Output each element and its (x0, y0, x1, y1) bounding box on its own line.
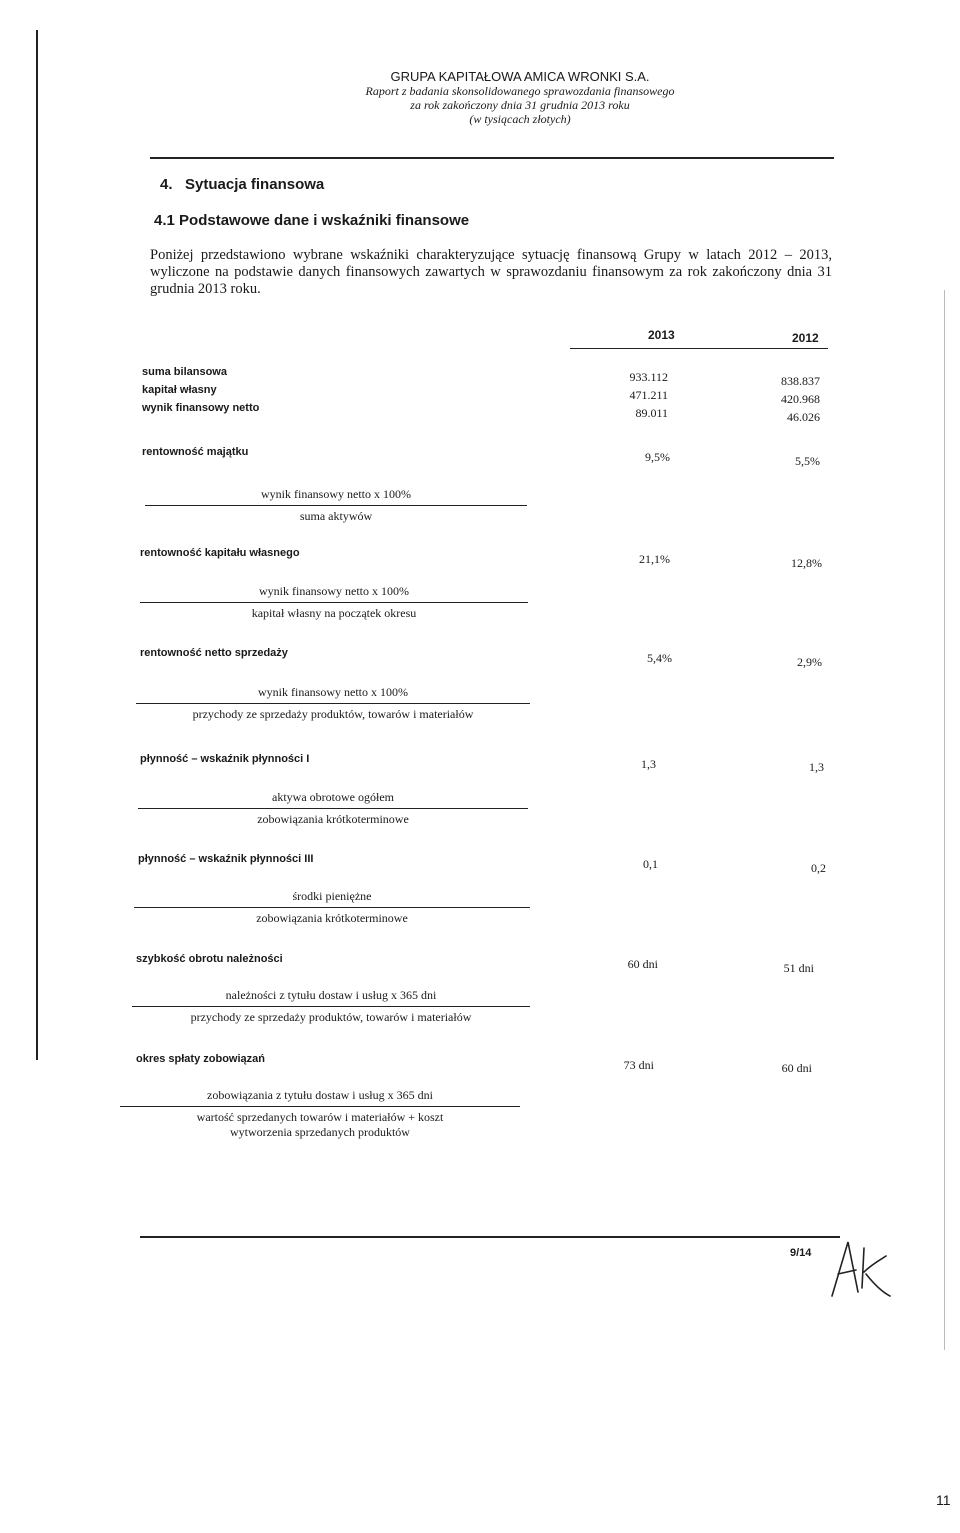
formula-numerator: wynik finansowy netto x 100% (145, 487, 527, 506)
formula-denominator: wartość sprzedanych towarów i materiałów + koszt wytworzenia sprzedanych produktów (196, 1110, 444, 1139)
ratio-2012-rentownosc-majatku: 5,5% (795, 454, 820, 468)
year-header-2013: 2013 (648, 328, 675, 342)
value-2012-suma-bilansowa: 838.837 (781, 374, 820, 388)
ratio-label-rentownosc-majatku: rentowność majątku (142, 446, 249, 458)
value-2012-wynik-finansowy-netto: 46.026 (787, 410, 820, 424)
formula-numerator: aktywa obrotowe ogółem (138, 790, 528, 809)
value-2013-wynik-finansowy-netto: 89.011 (635, 406, 668, 420)
formula-numerator: należności z tytułu dostaw i usług x 365 dni (132, 988, 530, 1007)
ratio-2013-rentownosc-kapitalu-wlasnego: 21,1% (639, 552, 670, 566)
section-number: 4. (160, 176, 173, 193)
subsection-title (154, 212, 469, 229)
subsection-number: 4.1 (154, 212, 175, 229)
year-header-rule (570, 348, 828, 349)
scan-left-edge (36, 30, 38, 1060)
formula-numerator: wynik finansowy netto x 100% (136, 685, 530, 704)
ratio-2012-okres-splaty-zobowiazan: 60 dni (781, 1061, 812, 1075)
company-name: GRUPA KAPITAŁOWA AMICA WRONKI S.A. (390, 69, 650, 84)
formula-numerator: zobowiązania z tytułu dostaw i usług x 365 dni (120, 1088, 520, 1107)
formula-rentownosc-majatku (145, 487, 527, 524)
ratio-2013-szybkosc-obrotu-naleznosci: 60 dni (627, 957, 658, 971)
section-title (160, 176, 324, 193)
value-2012-kapital-wlasny: 420.968 (781, 392, 820, 406)
report-header (300, 70, 740, 126)
formula-szybkosc-obrotu-naleznosci (132, 988, 530, 1025)
ratio-label-plynnosc-i: płynność – wskaźnik płynności I (140, 753, 310, 765)
ratio-label-rentownosc-netto-sprzedazy: rentowność netto sprzedaży (140, 647, 288, 659)
formula-denominator: kapitał własny na początek okresu (251, 606, 417, 620)
formula-numerator: środki pieniężne (134, 889, 530, 908)
value-2013-kapital-wlasny: 471.211 (629, 388, 668, 402)
value-2013-suma-bilansowa: 933.112 (629, 370, 668, 384)
formula-denominator: suma aktywów (299, 509, 373, 523)
ratio-2013-plynnosc-i: 1,3 (641, 757, 656, 771)
outer-page-number: 11 (936, 1492, 951, 1508)
report-units: (w tysiącach złotych) (469, 112, 571, 126)
ratio-label-rentownosc-kapitalu-wlasnego: rentowność kapitału własnego (140, 547, 300, 559)
formula-denominator: przychody ze sprzedaży produktów, towarów i materiałów (190, 1010, 472, 1024)
report-period: za rok zakończony dnia 31 grudnia 2013 roku (410, 98, 630, 112)
auditor-initials-signature (824, 1234, 894, 1309)
ratio-2013-rentownosc-netto-sprzedazy: 5,4% (647, 651, 672, 665)
ratio-label-okres-splaty-zobowiazan: okres spłaty zobowiązań (136, 1053, 265, 1065)
scan-right-edge (944, 290, 945, 1350)
formula-denominator: zobowiązania krótkoterminowe (256, 911, 408, 925)
ratio-2012-plynnosc-i: 1,3 (809, 760, 824, 774)
ratio-2012-plynnosc-iii: 0,2 (811, 861, 826, 875)
ratio-label-plynnosc-iii: płynność – wskaźnik płynności III (138, 853, 314, 865)
ratio-2013-okres-splaty-zobowiazan: 73 dni (623, 1058, 654, 1072)
formula-numerator: wynik finansowy netto x 100% (140, 584, 528, 603)
ratio-label-szybkosc-obrotu-naleznosci: szybkość obrotu należności (136, 953, 283, 965)
formula-rentownosc-kapitalu-wlasnego (140, 584, 528, 621)
signature-icon (824, 1234, 894, 1304)
formula-rentownosc-netto-sprzedazy (136, 685, 530, 722)
ratio-2012-rentownosc-netto-sprzedazy: 2,9% (797, 655, 822, 669)
formula-denominator: zobowiązania krótkoterminowe (257, 812, 409, 826)
formula-plynnosc-i (138, 790, 528, 827)
row-label-wynik-finansowy-netto: wynik finansowy netto (142, 402, 260, 414)
formula-denominator: przychody ze sprzedaży produktów, towarów i materiałów (192, 707, 474, 721)
row-label-kapital-wlasny: kapitał własny (142, 384, 217, 396)
header-rule (150, 157, 834, 159)
report-title: Raport z badania skonsolidowanego sprawozdania finansowego (365, 84, 675, 98)
ratio-2012-szybkosc-obrotu-naleznosci: 51 dni (783, 961, 814, 975)
ratio-2012-rentownosc-kapitalu-wlasnego: 12,8% (791, 556, 822, 570)
formula-plynnosc-iii (134, 889, 530, 926)
subsection-name: Podstawowe dane i wskaźniki finansowe (179, 212, 470, 229)
ratio-2013-rentownosc-majatku: 9,5% (645, 450, 670, 464)
row-label-suma-bilansowa: suma bilansowa (142, 366, 227, 378)
formula-okres-splaty-zobowiazan (120, 1088, 520, 1140)
section-name: Sytuacja finansowa (185, 176, 325, 193)
intro-paragraph: Poniżej przedstawiono wybrane wskaźniki charakteryzujące sytuację finansową Grupy w latach 2012 – 2013, wyliczone na podstawie danych finansowych zawartych w sprawozdaniu finansowym za rok zakończony dnia 31 grudnia 2013 roku. (150, 247, 832, 297)
page-number: 9/14 (790, 1247, 812, 1259)
year-header-2012: 2012 (792, 331, 819, 345)
ratio-2013-plynnosc-iii: 0,1 (643, 857, 658, 871)
footer-rule (140, 1236, 840, 1238)
